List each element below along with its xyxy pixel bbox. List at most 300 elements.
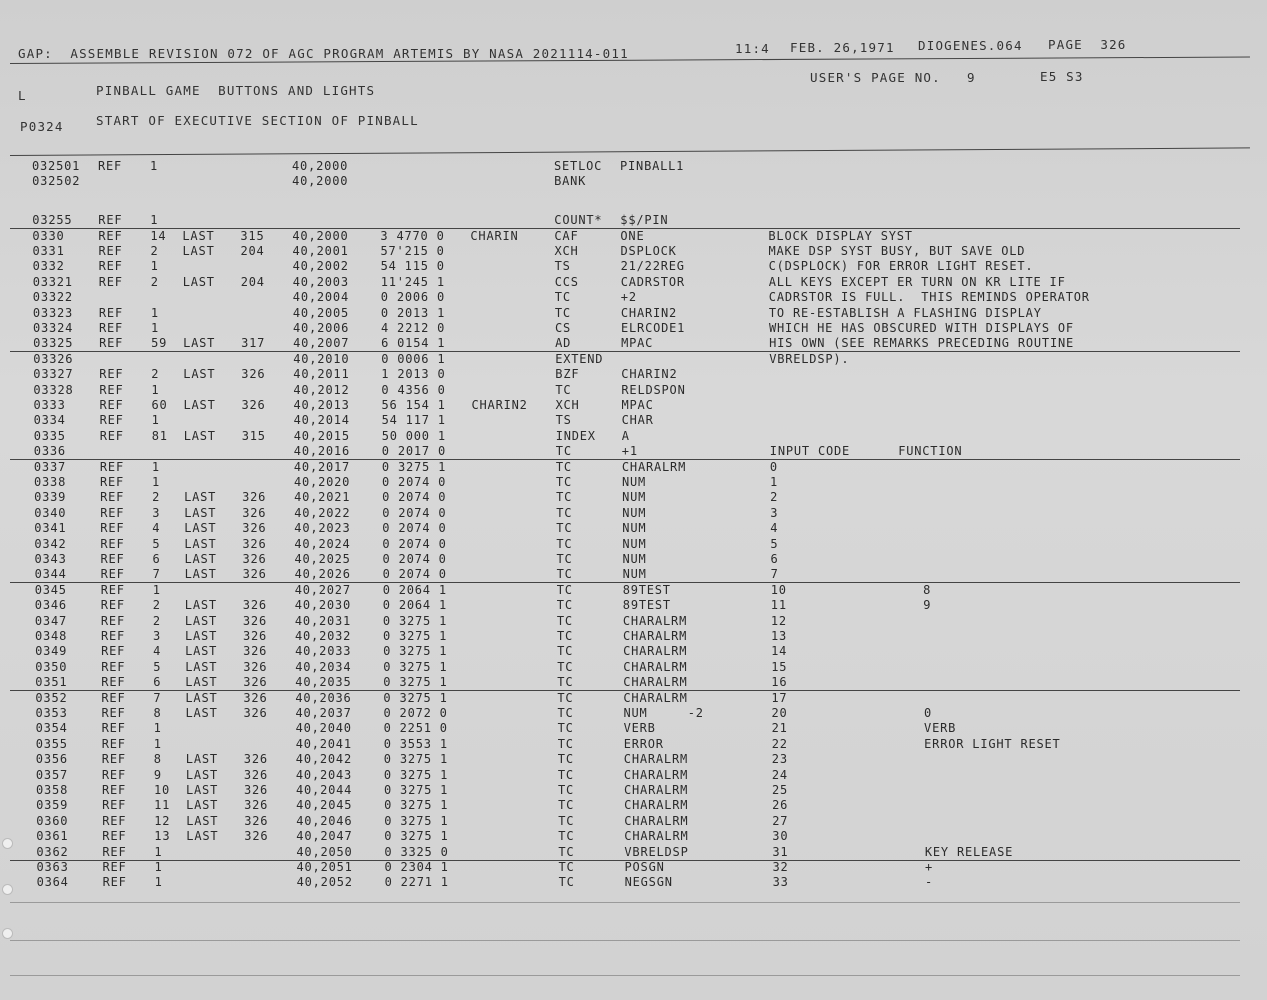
row-n: 6	[153, 675, 162, 690]
row-op: TS	[554, 259, 571, 274]
row-last: LAST	[185, 644, 218, 659]
row-code: 0 2074 0	[382, 505, 447, 520]
row-comment: 30	[772, 829, 789, 844]
row-n: 12	[154, 813, 171, 828]
row-operand: CHARALRM	[623, 767, 689, 782]
row-operand: NUM	[622, 521, 647, 536]
row-line: 03321	[32, 274, 73, 289]
row-op: EXTEND	[555, 351, 604, 366]
row-line: 0348	[35, 629, 68, 643]
row-ref: REF	[99, 413, 124, 428]
row-op: TC	[556, 552, 573, 566]
row-lastn: 326	[243, 752, 268, 767]
row-code: 0 3275 1	[383, 767, 449, 782]
row-line: 03323	[32, 305, 74, 320]
row-ref: REF	[101, 629, 126, 643]
row-addr: 40,2044	[296, 783, 353, 797]
row-operand: CHARALRM	[623, 675, 688, 690]
row-op: BZF	[555, 367, 580, 382]
row-last: LAST	[182, 228, 215, 243]
row-code: 0 2074 0	[382, 536, 447, 551]
row-comment: 12	[770, 613, 787, 628]
row-addr: 40,2022	[294, 505, 351, 520]
row-code: 0 2074 0	[382, 567, 447, 582]
section-title: PINBALL GAME BUTTONS AND LIGHTS	[96, 83, 376, 98]
row-n: 8	[153, 752, 162, 767]
row-line: 0345	[34, 582, 67, 597]
row-ref: REF	[98, 159, 123, 173]
header-l: L	[18, 88, 27, 103]
row-n: 1	[154, 860, 163, 874]
row-comment: WHICH HE HAS OBSCURED WITH DISPLAYS OF	[769, 321, 1074, 335]
row-lastn: 326	[243, 644, 268, 659]
row-n: 14	[150, 228, 167, 243]
row-n: 8	[153, 706, 162, 720]
row-code: 0 2074 0	[382, 521, 447, 536]
row-op: CAF	[554, 228, 579, 243]
row-ref: REF	[98, 244, 123, 258]
row-operand: ERROR	[623, 736, 664, 751]
row-addr: 40,2021	[294, 490, 351, 505]
row-ref: REF	[102, 798, 127, 813]
row-n: 1	[153, 721, 162, 736]
row-op: CS	[555, 321, 572, 335]
row-last: LAST	[184, 552, 217, 566]
row-ref: REF	[101, 690, 126, 705]
row-op: AD	[555, 336, 572, 351]
row-n: 4	[153, 644, 162, 659]
row-operand: VBRELDSP	[624, 844, 689, 859]
header-date: FEB. 26,1971	[790, 40, 895, 55]
row-addr: 40,2003	[292, 274, 349, 289]
row-last: LAST	[183, 367, 216, 382]
row-operand: RELDSPON	[621, 382, 686, 397]
row-code: 0 2271 1	[384, 875, 449, 890]
row-op: TC	[556, 490, 573, 505]
row-last: LAST	[182, 244, 215, 258]
row-line: 0356	[35, 752, 68, 767]
row-addr: 40,2015	[293, 428, 350, 443]
row-addr: 40,2047	[296, 829, 353, 844]
row-last: LAST	[185, 675, 218, 690]
row-code: 0 3275 1	[383, 629, 448, 643]
row-comment: 24	[771, 767, 788, 782]
row-line: 0336	[33, 444, 66, 459]
row-lastn: 326	[242, 552, 267, 566]
row-addr: 40,2016	[293, 444, 350, 459]
row-operand: CHARALRM	[624, 783, 689, 797]
row-last: LAST	[184, 505, 217, 520]
row-addr: 40,2000	[292, 228, 349, 243]
row-line: 0333	[33, 398, 66, 412]
row-line: 0355	[35, 736, 68, 751]
row-code: 0 3553 1	[383, 736, 448, 751]
row-n: 1	[150, 213, 159, 228]
row-n: 11	[154, 798, 171, 813]
row-line: 0347	[34, 613, 67, 628]
row-last: LAST	[184, 598, 217, 613]
row-ref: REF	[99, 336, 124, 351]
row-operand: CHARALRM	[623, 629, 688, 643]
row-n: 3	[152, 505, 161, 520]
row-line: 03325	[33, 336, 74, 351]
row-lastn: 326	[243, 659, 268, 674]
row-line: 0341	[34, 521, 67, 536]
row-op: TC	[556, 475, 573, 489]
row-op: TC	[558, 829, 575, 844]
row-comment: 10 8	[770, 582, 932, 597]
row-last: LAST	[184, 536, 217, 551]
row-ref: REF	[98, 274, 123, 289]
row-n: 1	[153, 736, 162, 751]
section-description: START OF EXECUTIVE SECTION OF PINBALL	[96, 113, 419, 128]
row-line: 0353	[35, 706, 68, 720]
row-lastn: 326	[243, 675, 268, 690]
row-op: TC	[555, 382, 572, 397]
row-line: 03322	[32, 290, 73, 305]
row-comment: CADRSTOR IS FULL. THIS REMINDS OPERATOR	[768, 290, 1090, 305]
row-operand: 21/22REG	[620, 259, 685, 274]
row-op: TC	[555, 444, 572, 459]
row-lastn: 326	[242, 536, 267, 551]
row-comment: HIS OWN (SEE REMARKS PRECEDING ROUTINE	[769, 336, 1075, 351]
row-last: LAST	[185, 629, 218, 643]
row-ref: REF	[100, 490, 125, 505]
row-addr: 40,2026	[294, 567, 351, 582]
row-lastn: 326	[242, 567, 267, 582]
row-line: 0338	[34, 475, 67, 489]
row-comment: 27	[772, 813, 789, 828]
row-op: XCH	[554, 244, 579, 258]
row-ref: REF	[100, 505, 125, 520]
row-addr: 40,2024	[294, 536, 351, 551]
row-code: 56 154 1	[381, 398, 446, 412]
row-code: 0 3275 1	[384, 829, 449, 844]
row-line: 032501	[32, 159, 81, 173]
row-addr: 40,2046	[296, 813, 353, 828]
row-operand: +1	[621, 444, 638, 459]
row-line: 0343	[34, 552, 67, 566]
row-operand: CHARALRM	[623, 690, 688, 705]
row-addr: 40,2042	[295, 752, 352, 767]
row-addr: 40,2001	[292, 244, 349, 258]
row-code: 0 3275 1	[384, 798, 449, 813]
row-lastn: 317	[241, 336, 266, 351]
row-operand: NUM	[622, 536, 647, 551]
row-ref: REF	[102, 860, 127, 874]
row-last: LAST	[183, 398, 216, 412]
row-line: 0360	[36, 813, 69, 828]
row-line: 0331	[32, 244, 65, 258]
row-op: TC	[556, 598, 573, 613]
row-line: 0358	[36, 783, 69, 797]
row-comment: 2	[770, 490, 779, 505]
row-n: 81	[151, 428, 168, 443]
row-ref: REF	[100, 552, 125, 566]
row-n: 2	[151, 367, 160, 382]
row-lastn: 326	[242, 613, 267, 628]
row-lastn: 326	[243, 690, 268, 705]
row-operand: NUM	[622, 552, 647, 566]
row-comment: 17	[771, 690, 788, 705]
row-op: TC	[556, 567, 573, 582]
row-ref: REF	[101, 644, 126, 659]
row-n: 2	[152, 613, 161, 628]
row-last: LAST	[184, 613, 217, 628]
row-addr: 40,2051	[296, 860, 353, 874]
row-addr: 40,2000	[292, 159, 349, 173]
row-addr: 40,2031	[294, 613, 352, 628]
row-last: LAST	[184, 521, 217, 536]
row-comment: INPUT CODE FUNCTION	[769, 444, 963, 459]
row-addr: 40,2011	[293, 367, 350, 382]
row-addr: 40,2040	[295, 721, 352, 736]
row-ref: REF	[100, 598, 125, 613]
row-op: TC	[557, 629, 574, 643]
row-addr: 40,2043	[295, 767, 353, 782]
row-last: LAST	[183, 336, 216, 351]
row-n: 13	[154, 829, 171, 844]
row-operand: CHARALRM	[623, 752, 688, 767]
row-operand: +2	[620, 290, 637, 305]
row-line: 0352	[35, 690, 68, 705]
row-op: TC	[558, 875, 575, 890]
row-lastn: 326	[243, 767, 268, 782]
row-ref: REF	[101, 736, 126, 751]
row-op: COUNT*	[554, 213, 603, 228]
row-code: 0 2072 0	[383, 706, 448, 720]
row-code: 0 4356 0	[381, 382, 446, 397]
row-op: TC	[558, 844, 575, 859]
row-operand: CHARIN2	[621, 367, 678, 382]
row-op: TC	[558, 860, 575, 874]
row-n: 7	[153, 690, 162, 705]
header-assembly-line: GAP: ASSEMBLE REVISION 072 OF AGC PROGRAM ARTEMIS BY NASA 2021114-011	[18, 46, 629, 61]
row-ref: REF	[101, 706, 126, 720]
row-comment: 1	[770, 475, 779, 489]
row-code: 0 3325 0	[384, 844, 449, 859]
row-ref: REF	[101, 721, 126, 736]
row-last: LAST	[186, 798, 219, 813]
row-n: 10	[154, 783, 171, 797]
row-lastn: 326	[244, 813, 269, 828]
row-addr: 40,2013	[293, 398, 350, 412]
row-last: LAST	[185, 752, 218, 767]
row-last: LAST	[186, 783, 219, 797]
row-label: CHARIN	[470, 228, 519, 243]
row-operand: CHAR	[621, 413, 654, 428]
row-op: TC	[557, 706, 574, 720]
row-ref: REF	[101, 752, 126, 767]
row-operand: NEGSGN	[624, 875, 673, 890]
row-ref: REF	[100, 521, 125, 536]
row-last: LAST	[186, 813, 219, 828]
row-n: 1	[154, 844, 163, 859]
row-op: TC	[558, 783, 575, 797]
row-operand: NUM	[622, 567, 647, 582]
row-addr: 40,2020	[294, 475, 351, 489]
row-operand: MPAC	[621, 336, 654, 351]
row-n: 5	[152, 536, 161, 551]
row-code: 54 115 0	[380, 259, 445, 274]
row-code: 4 2212 0	[381, 321, 446, 335]
row-line: 0334	[33, 413, 66, 428]
row-ref: REF	[99, 428, 124, 443]
row-addr: 40,2000	[292, 174, 349, 189]
row-ref: REF	[100, 613, 125, 628]
row-addr: 40,2032	[295, 629, 352, 643]
row-operand: CHARALRM	[624, 813, 689, 828]
row-comment: 15	[771, 659, 788, 674]
row-ref: REF	[98, 305, 123, 320]
row-code: 0 3275 1	[384, 813, 449, 828]
row-operand: DSPLOCK	[620, 244, 677, 258]
row-op: TC	[557, 690, 574, 705]
row-operand: 89TEST	[622, 598, 671, 613]
row-code: 1 2013 0	[381, 367, 446, 382]
row-n: 1	[152, 475, 161, 489]
row-line: 0351	[35, 675, 68, 690]
row-line: 0342	[34, 536, 67, 551]
row-line: 0364	[36, 875, 69, 890]
row-operand: $$/PIN	[620, 213, 669, 228]
row-ref: REF	[100, 582, 125, 597]
row-comment: 3	[770, 505, 779, 520]
row-addr: 40,2012	[293, 382, 350, 397]
row-code: 0 2074 0	[382, 490, 447, 505]
row-ref: REF	[100, 567, 125, 582]
row-op: TC	[557, 752, 574, 767]
row-ref: REF	[101, 767, 126, 782]
row-n: 1	[150, 259, 159, 274]
row-operand: CHARIN2	[620, 305, 678, 320]
header-page: PAGE 326	[1048, 37, 1127, 52]
row-comment: 5	[770, 536, 779, 551]
row-addr: 40,2023	[294, 521, 351, 536]
row-operand: 89TEST	[622, 582, 671, 597]
row-code: 0 2074 0	[382, 475, 447, 489]
row-comment: ALL KEYS EXCEPT ER TURN ON KR LITE IF	[768, 274, 1066, 289]
row-n: 2	[152, 598, 161, 613]
header-user: DIOGENES.064	[918, 38, 1023, 53]
row-code: 57'215 0	[380, 244, 445, 258]
row-ref: REF	[99, 459, 124, 474]
row-last: LAST	[185, 690, 218, 705]
listing-rule	[10, 351, 1240, 352]
row-op: TS	[555, 413, 572, 428]
section-id: P0324	[20, 119, 64, 134]
row-op: BANK	[554, 174, 587, 189]
row-addr: 40,2037	[295, 706, 352, 720]
row-line: 03327	[33, 367, 74, 382]
row-line: 0339	[34, 490, 67, 505]
header-time: 11:4	[735, 41, 770, 56]
row-comment: 13	[771, 629, 788, 643]
row-line: 0332	[32, 259, 65, 274]
row-line: 032502	[32, 174, 81, 189]
row-code: 11'245 1	[380, 274, 445, 289]
row-lastn: 326	[244, 783, 269, 797]
row-operand: NUM	[622, 475, 647, 489]
row-addr: 40,2035	[295, 675, 352, 690]
row-op: TC	[558, 798, 575, 813]
row-addr: 40,2041	[295, 736, 352, 751]
row-op: TC	[558, 813, 575, 828]
row-op: CCS	[554, 274, 579, 289]
row-ref: REF	[101, 675, 126, 690]
row-addr: 40,2033	[295, 644, 352, 659]
row-code: 0 3275 1	[383, 690, 448, 705]
row-operand: CHARALRM	[624, 829, 689, 844]
row-comment: 20 0	[771, 706, 932, 720]
row-ref: REF	[100, 536, 125, 551]
row-op: TC	[557, 721, 574, 736]
row-operand: CHARALRM	[623, 644, 688, 659]
row-lastn: 326	[242, 521, 267, 536]
row-addr: 40,2030	[294, 598, 351, 613]
row-ref: REF	[102, 829, 127, 844]
row-ref: REF	[98, 228, 123, 243]
row-code: 0 2251 0	[383, 721, 448, 736]
row-line: 03326	[33, 351, 74, 366]
row-n: 60	[151, 398, 168, 412]
row-addr: 40,2006	[293, 321, 350, 335]
row-last: LAST	[182, 274, 215, 289]
row-addr: 40,2017	[293, 459, 351, 474]
row-comment: 11 9	[770, 598, 932, 613]
row-operand: NUM -2	[623, 706, 704, 720]
row-n: 1	[154, 875, 163, 890]
row-comment: 31 KEY RELEASE	[772, 844, 1014, 859]
row-ref: REF	[99, 367, 124, 382]
row-lastn: 326	[241, 398, 266, 412]
row-comment: 26	[772, 798, 789, 813]
row-code: 0 3275 1	[382, 613, 448, 628]
row-line: 0335	[33, 428, 66, 443]
row-ref: REF	[102, 844, 127, 859]
row-ref: REF	[99, 398, 124, 412]
row-n: 3	[153, 629, 162, 643]
row-n: 7	[152, 567, 161, 582]
row-code: 0 3275 1	[383, 644, 448, 659]
row-line: 0344	[34, 567, 67, 582]
row-n: 4	[152, 521, 161, 536]
row-last: LAST	[183, 428, 216, 443]
row-n: 9	[153, 767, 162, 782]
row-last: LAST	[186, 829, 219, 844]
row-comment: VBRELDSP).	[769, 351, 850, 366]
row-line: 0357	[35, 767, 68, 782]
row-op: XCH	[555, 398, 580, 412]
row-operand: CADRSTOR	[620, 274, 685, 289]
row-operand: CHARALRM	[624, 798, 689, 813]
row-operand: VERB	[623, 721, 656, 736]
row-ref: REF	[102, 783, 127, 797]
row-addr: 40,2034	[295, 659, 352, 674]
row-op: SETLOC	[554, 159, 603, 173]
row-ref: REF	[98, 259, 123, 274]
row-n: 1	[150, 305, 159, 320]
row-lastn: 326	[244, 829, 269, 844]
row-op: TC	[555, 459, 572, 474]
row-n: 6	[152, 552, 161, 566]
row-code: 0 3275 1	[383, 752, 448, 767]
row-line: 0350	[35, 659, 68, 674]
row-ref: REF	[102, 813, 127, 828]
row-op: TC	[557, 659, 574, 674]
row-line: 0361	[36, 829, 69, 844]
row-operand: CHARALRM	[622, 613, 688, 628]
